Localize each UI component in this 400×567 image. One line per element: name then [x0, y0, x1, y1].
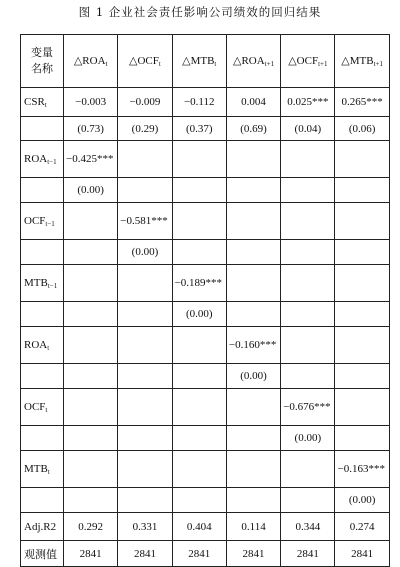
table-row-csr-pval [21, 117, 390, 141]
table-cell [226, 240, 280, 265]
table-cell: −0.425*** [64, 141, 118, 178]
table-row-mtb-prev-pval [21, 302, 390, 327]
table-cell [226, 141, 280, 178]
table-cell [118, 302, 172, 327]
table-cell [281, 488, 335, 513]
table-cell [281, 327, 335, 364]
table-cell: 0.004 [226, 88, 280, 117]
table-cell [118, 364, 172, 389]
row-label-obs: 观测值 [21, 541, 64, 567]
table-cell [335, 178, 389, 203]
table-cell [64, 488, 118, 513]
table-cell: 0.025*** [281, 88, 335, 117]
table-cell [172, 426, 226, 451]
table-cell: −0.009 [118, 88, 172, 117]
table-cell [226, 426, 280, 451]
table-cell: 2841 [226, 541, 280, 567]
table-cell [64, 389, 118, 426]
table-row-ocf [21, 389, 390, 426]
col-header-dmtb-t1: $\triangle MTB_{t+1}$ [335, 35, 389, 88]
col-header-docf-t1: $\triangle OCF_{t+1}$ [281, 35, 335, 88]
corner-header [21, 35, 64, 88]
table-cell [335, 327, 389, 364]
table-cell [118, 265, 172, 302]
table-cell: −0.581*** [118, 203, 172, 240]
table-cell [281, 302, 335, 327]
table-cell [172, 451, 226, 488]
table-cell [118, 389, 172, 426]
table-cell: (0.00) [281, 426, 335, 451]
row-label-adjr2: Adj.R2 [21, 513, 64, 541]
table-row-roa-prev-pval [21, 178, 390, 203]
regression-table [20, 34, 390, 567]
table-cell [172, 178, 226, 203]
table-cell: (0.04) [281, 117, 335, 141]
table-cell: (0.69) [226, 117, 280, 141]
row-label-roa: $ROA_t$ [21, 327, 64, 364]
table-cell: (0.00) [64, 178, 118, 203]
table-cell [226, 488, 280, 513]
corner-line2: 名称 [31, 63, 53, 75]
table-cell: −0.160*** [226, 327, 280, 364]
row-label-csr: $CSR_t$ [21, 88, 64, 117]
table-cell: (0.00) [172, 302, 226, 327]
table-cell: 0.274 [335, 513, 389, 541]
table-cell: (0.37) [172, 117, 226, 141]
table-cell [172, 327, 226, 364]
table-cell [226, 389, 280, 426]
table-cell [21, 117, 64, 141]
table-cell [226, 302, 280, 327]
table-row-obs [21, 541, 390, 567]
table-row-roa [21, 327, 390, 364]
table-cell [281, 203, 335, 240]
table-cell [118, 327, 172, 364]
col-header-droa-t1: $\triangle ROA_{t+1}$ [226, 35, 280, 88]
table-cell [226, 265, 280, 302]
table-cell [226, 178, 280, 203]
row-label-roa-prev: $ROA_{t-1}$ [21, 141, 64, 178]
table-cell: 0.331 [118, 513, 172, 541]
table-cell: 2841 [64, 541, 118, 567]
table-row-mtb-prev [21, 265, 390, 302]
table-cell [335, 265, 389, 302]
table-cell [226, 451, 280, 488]
table-cell [21, 426, 64, 451]
table-cell [118, 488, 172, 513]
table-cell [281, 178, 335, 203]
table-cell: 0.292 [64, 513, 118, 541]
table-cell: 0.265*** [335, 88, 389, 117]
table-cell [64, 327, 118, 364]
table-row-roa-pval [21, 364, 390, 389]
table-cell [281, 240, 335, 265]
table-cell [172, 203, 226, 240]
table-cell: (0.00) [335, 488, 389, 513]
table-cell [21, 240, 64, 265]
table-row-ocf-pval [21, 426, 390, 451]
table-cell [118, 426, 172, 451]
table-cell [64, 426, 118, 451]
col-header-dmtb-t: $\triangle MTB_t$ [172, 35, 226, 88]
table-row-adjr2 [21, 513, 390, 541]
table-title: 图 1 企业社会责任影响公司绩效的回归结果 [78, 5, 322, 19]
table-cell [335, 203, 389, 240]
table-cell [64, 203, 118, 240]
table-cell [118, 141, 172, 178]
table-row-csr [21, 88, 390, 117]
table-cell [64, 451, 118, 488]
col-header-docf-t: $\triangle OCF_t$ [118, 35, 172, 88]
table-cell [281, 265, 335, 302]
table-cell: 0.404 [172, 513, 226, 541]
table-row-mtb-pval [21, 488, 390, 513]
table-cell [335, 240, 389, 265]
table-cell [335, 141, 389, 178]
table-cell: 2841 [172, 541, 226, 567]
table-cell [335, 364, 389, 389]
table-cell [64, 265, 118, 302]
col-header-droa-t: $\triangle ROA_t$ [64, 35, 118, 88]
table-cell: (0.29) [118, 117, 172, 141]
table-cell [64, 240, 118, 265]
table-cell: 0.344 [281, 513, 335, 541]
row-label-ocf-prev: $OCF_{t-1}$ [21, 203, 64, 240]
table-cell [335, 302, 389, 327]
table-cell: −0.676*** [281, 389, 335, 426]
table-cell: (0.00) [226, 364, 280, 389]
table-cell [172, 364, 226, 389]
row-label-ocf: $OCF_t$ [21, 389, 64, 426]
table-cell [118, 451, 172, 488]
table-cell [64, 364, 118, 389]
table-cell [335, 389, 389, 426]
table-cell [335, 426, 389, 451]
table-cell: −0.189*** [172, 265, 226, 302]
table-cell [172, 389, 226, 426]
table-cell: 2841 [281, 541, 335, 567]
table-cell [118, 178, 172, 203]
table-row-roa-prev [21, 141, 390, 178]
row-label-mtb: $MTB_t$ [21, 451, 64, 488]
table-cell [172, 488, 226, 513]
table-row-ocf-prev-pval [21, 240, 390, 265]
corner-line1: 变量 [31, 47, 53, 59]
table-cell: 2841 [118, 541, 172, 567]
table-cell [226, 203, 280, 240]
table-cell [281, 451, 335, 488]
table-cell [281, 141, 335, 178]
table-cell [21, 178, 64, 203]
table-cell: (0.06) [335, 117, 389, 141]
table-row-mtb [21, 451, 390, 488]
table-cell: (0.00) [118, 240, 172, 265]
row-label-mtb-prev: $MTB_{t-1}$ [21, 265, 64, 302]
table-cell [21, 364, 64, 389]
table-row-ocf-prev [21, 203, 390, 240]
table-cell: −0.003 [64, 88, 118, 117]
table-cell: (0.73) [64, 117, 118, 141]
table-cell [172, 141, 226, 178]
table-cell [21, 302, 64, 327]
table-cell: −0.163*** [335, 451, 389, 488]
table-cell: 0.114 [226, 513, 280, 541]
table-cell [281, 364, 335, 389]
table-cell [64, 302, 118, 327]
table-cell [172, 240, 226, 265]
header-row [21, 35, 390, 88]
table-cell [21, 488, 64, 513]
table-cell: 2841 [335, 541, 389, 567]
table-cell: −0.112 [172, 88, 226, 117]
